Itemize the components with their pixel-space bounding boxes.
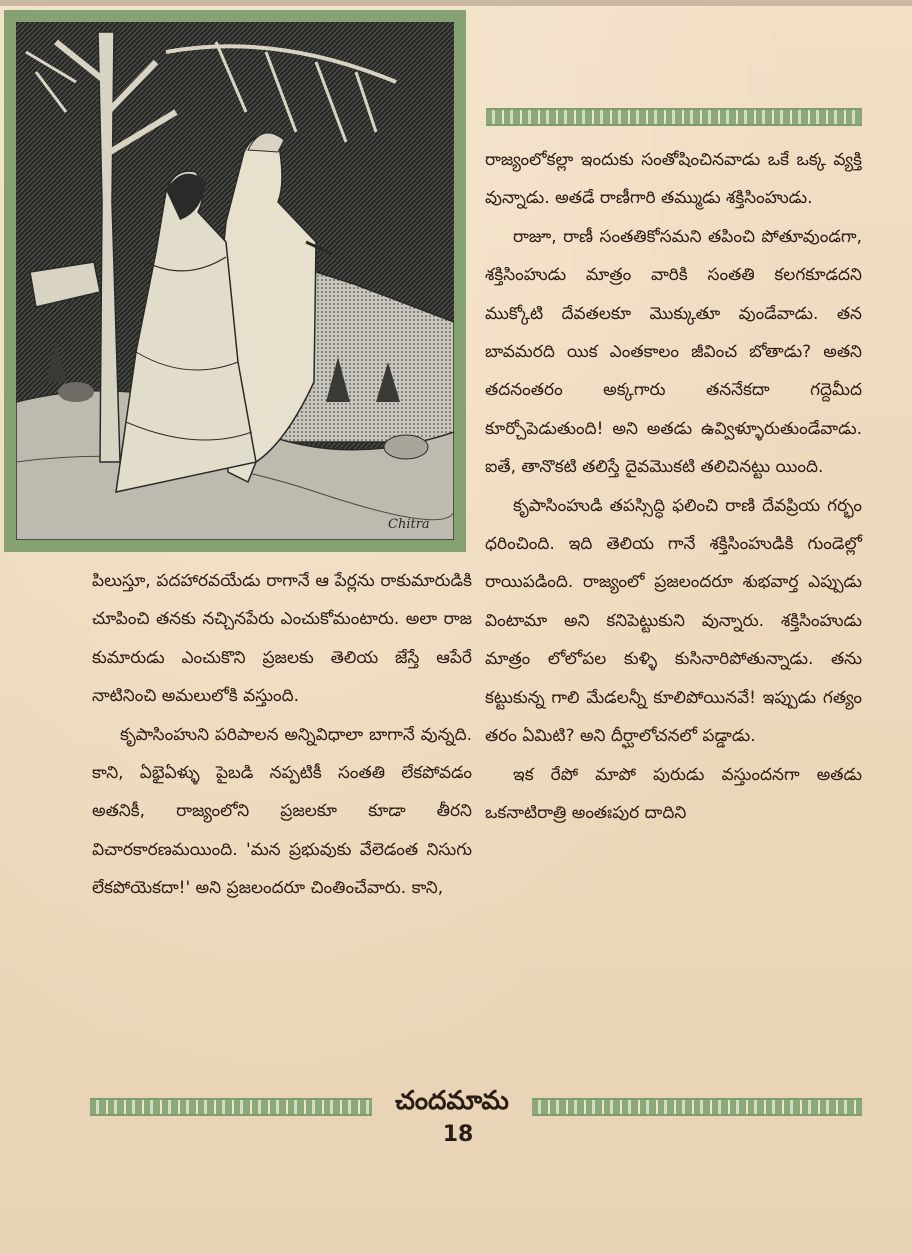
paragraph: ఇక రేపో మాపో పురుడు వస్తుందనగా అతడు ఒకనాటిరాత్రి అంతఃపుర దాదిని xyxy=(485,764,862,823)
paragraph: కృపాసింహుని పరిపాలన అన్నివిధాలా బాగానే వున్నది. కాని, ఏభైఏళ్ళు పైబడి నప్పటికీ సంతతి లేకపోవడం అతనికీ, రాజ్యంలోని ప్రజలకూ కూడా తీరని విచారకారణమయింది. 'మన ప్రభువుకు వేలెడంత నిసుగు లేకపోయెకదా!' అని ప్రజలందరూ చింతించేవారు. కాని, xyxy=(92,724,472,899)
artist-signature: Chitra xyxy=(388,517,430,532)
paragraph: రాజూ, రాణీ సంతతికోసమని తపించి పోతూవుండగా, శక్తిసింహుడు మాత్రం వారికి సంతతి కలగకూడదని ముక్కోటి దేవతలకూ మొక్కుతూ వుండేవాడు. తన బావమరది యిక ఎంతకాలం జీవించ బోతాడు? అతని తదనంతరం అక్కగారు తననేకదా గద్దెమీద కూర్చోపెడుతుంది! అని అతడు ఉవ్విళ్ళూరుతుండేవాడు. ఐతే, తానొకటి తలిస్తే దైవమొకటి తలిచినట్టు యింది. xyxy=(485,226,862,478)
paragraph: కృపాసింహుడి తపస్సిద్ధి ఫలించి రాణి దేవప్రియ గర్భం ధరించింది. ఇది తెలియ గానే శక్తిసింహుడికి గుండెల్లో రాయిపడింది. రాజ్యంలో ప్రజలందరూ శుభవార్త ఎప్పుడు వింటామా అని కనిపెట్టుకుని వున్నారు. శక్తిసింహుడు మాత్రం లోలోపల కుళ్ళి కుసినారిపోతున్నాడు. తను కట్టుకున్న గాలి మేడలన్నీ కూలిపోయినవే! ఇప్పుడు గత్యం తరం ఏమిటి? అని దీర్ఘాలోచనలో పడ్డాడు. xyxy=(485,495,862,747)
right-column xyxy=(485,141,862,832)
illustration-drawing xyxy=(16,22,454,540)
story-illustration xyxy=(4,10,466,552)
page-number: 18 xyxy=(442,1122,474,1147)
magazine-title: చందమామ xyxy=(395,1086,509,1116)
decorative-border-footer-left xyxy=(90,1098,372,1116)
left-column xyxy=(92,562,472,908)
paragraph: రాజ్యంలోకల్లా ఇందుకు సంతోషించినవాడు ఒకే ఒక్క వ్యక్తి వున్నాడు. అతడే రాణీగారి తమ్ముడు శక్తిసింహుడు. xyxy=(485,150,862,209)
decorative-border-top xyxy=(486,108,862,126)
top-edge xyxy=(0,0,912,6)
paragraph: పిలుస్తూ, పదహారవయేడు రాగానే ఆ పేర్లను రాకుమారుడికి చూపించి తనకు నచ్చినపేరు ఎంచుకోమంటారు. అలా రాజ కుమారుడు ఎంచుకొని ప్రజలకు తెలియ జేస్తే ఆపేరే నాటినించి అమలులోకి వస్తుంది. xyxy=(92,571,472,707)
decorative-border-footer-right xyxy=(532,1098,862,1116)
